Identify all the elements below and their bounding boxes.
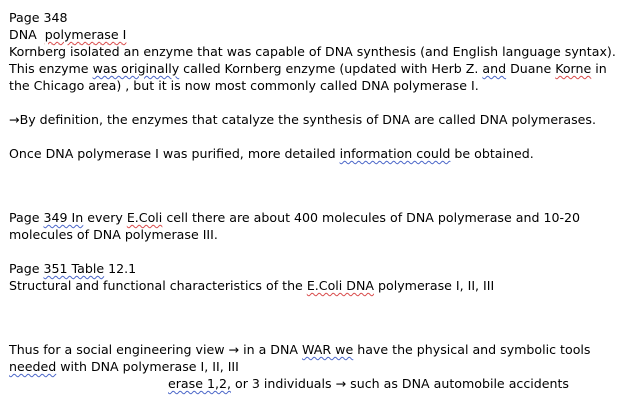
right-arrow-icon: → <box>9 112 20 127</box>
document-body <box>9 9 627 392</box>
paragraph-line: Structural and functional characteristics of the E.Coli DNA polymerase I, II, III <box>9 278 495 293</box>
grammar-flag: and <box>482 61 507 76</box>
dna-polymerase-heading: DNA polymerase I <box>9 27 127 42</box>
right-arrow-icon: → <box>228 342 240 357</box>
paragraph-line: the Chicago area) , but it is now most commonly called DNA polymerase I. <box>9 78 479 93</box>
paragraph-line: molecules of DNA polymerase III. <box>9 227 218 242</box>
paragraph-line: needed with DNA polymerase I, II, III <box>9 359 239 374</box>
paragraph-line: erase 1,2, or 3 individuals → such as DNA automobile accidents <box>168 376 569 391</box>
spellcheck-word: E.Coli <box>126 210 163 225</box>
grammar-flag: WAR we <box>302 342 354 357</box>
paragraph-line: Page 349 In every E.Coli cell there are about 400 molecules of DNA polymerase and 10-20 <box>9 210 581 225</box>
spellcheck-word: Korne <box>555 61 592 76</box>
paragraph-line: Thus for a social engineering view → in a DNA WAR we have the physical and symbolic tools <box>9 342 591 357</box>
grammar-flag: 349 In <box>43 210 84 225</box>
grammar-flag: erase 1,2, <box>168 376 231 391</box>
grammar-flag: 351 Table <box>43 261 105 276</box>
definition-line: →By definition, the enzymes that catalyze the synthesis of DNA are called DNA polymerases. <box>9 112 596 127</box>
right-arrow-icon: → <box>335 376 347 391</box>
grammar-flag: needed <box>9 359 57 374</box>
paragraph-line: Once DNA polymerase I was purified, more detailed information could be obtained. <box>9 146 534 161</box>
page-351-line: Page 351 Table 12.1 <box>9 261 137 276</box>
grammar-flag: was originally <box>92 61 180 76</box>
grammar-flag: information could <box>339 146 451 161</box>
paragraph-line: This enzyme was originally called Kornberg enzyme (updated with Herb Z. and Duane Korne in <box>9 61 607 76</box>
paragraph-line: Kornberg isolated an enzyme that was capable of DNA synthesis (and English language syntax). <box>9 44 616 59</box>
page-348-heading: Page 348 <box>9 10 68 25</box>
spellcheck-word: polymerase I <box>44 27 127 42</box>
spellcheck-word: E.Coli DNA <box>306 278 375 293</box>
